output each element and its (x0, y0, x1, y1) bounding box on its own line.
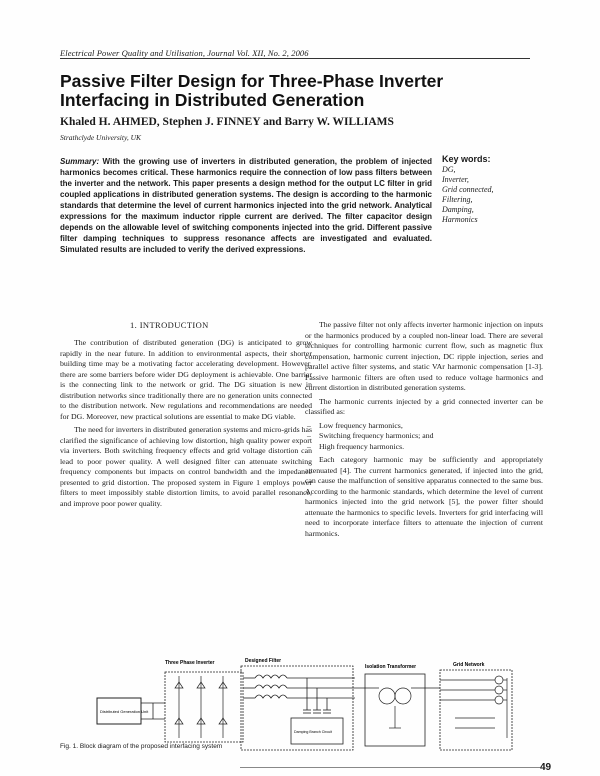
list-item: – Switching frequency harmonics; and (305, 431, 543, 442)
keyword-item: Filtering, (442, 195, 473, 204)
keyword-item: DG, (442, 165, 456, 174)
figure-label-source: Distributed Generation Unit (100, 709, 149, 714)
figure-label-isolation: Isolation Transformer (365, 664, 417, 670)
keywords-heading: Key words: (442, 154, 491, 164)
paper-title: Passive Filter Design for Three-Phase Inverter Interfacing in Distributed Generation (60, 71, 444, 110)
journal-header: Electrical Power Quality and Utilisation, Journal Vol. XII, No. 2, 2006 (60, 48, 309, 58)
keyword-item: Damping, (442, 205, 474, 214)
figure-label-grid: Grid Network (453, 662, 485, 668)
figure-label-filter: Designed Filter (245, 658, 282, 664)
paragraph: The passive filter not only affects inverter harmonic injection on inputs or the harmonics produced by a coupled non-linear load. There are several techniques for controlling harmonic current flow, such as magnetic flux compensation, harmonic current injection, DC ripple injection, series and parallel active filter systems, and static VAr harmonic compensation [1-3]. Passive harmonic filters are often used to reduce voltage harmonics and current distortion in distributed generation systems. (305, 320, 543, 392)
section-heading: 1. INTRODUCTION (130, 320, 209, 330)
paragraph: The harmonic currents injected by a grid connected inverter can be classified as: (305, 396, 543, 416)
keyword-item: Inverter, (442, 175, 469, 184)
harmonic-list (305, 421, 543, 453)
grid-sources (440, 676, 507, 738)
paragraph: The contribution of distributed generation (DG) is anticipated to grow rapidly in the near future. In addition to environmental aspects, their shorter building time may be a motivating factor accelerating development. However, there are some barriers before wider DG deployment is achievable. One barrier is the connecting link to the network or grid. The DG situation is new in distribution networks since traditionally there are no generation units connected to the distribution network. New regulations and recommendations are needed for DG. Moreover, new practical solutions are essential to make DG viable. (60, 338, 312, 421)
abstract (60, 156, 432, 255)
paragraph: The need for inverters in distributed generation systems and micro-grids has clarified the significance of achieving low distortion, high quality power export via inverters. Both switching frequency effects and grid voltage distortion can lead to poor power quality. A well designed filter can attenuate switching frequency components but impacts on control bandwidth and the impedance presented to grid distortion. The proposed system in Figure 1 employs power filters to meet impossibly stable distortion limits, to avoid parallel resonance, and improve poor power quality. (60, 425, 312, 508)
paper-authors: Khaled H. AHMED, Stephen J. FINNEY and Barry W. WILLIAMS (60, 116, 394, 128)
filter-inductors (241, 666, 355, 750)
abstract-text: With the growing use of inverters in distributed generation, the problem of injected harmonics becomes critical. These harmonics require the connection of low pass filters between the inverter and the network. This paper presents a design method for the output LC filter in grid coupled applications in distributed generation systems. The design is according to the harmonic standards that determine the level of current harmonics injected into the grid network. Analytical expressions for the maximum inductor ripple current are derived. The filter capacitor design depends on the allowable level of switching components injected into the grid. Different passive filter damping techniques to suppress resonance affects are investigated and evaluated. Simulated results are included to verify the derived expressions. (60, 157, 432, 254)
switch-legs (175, 676, 227, 738)
figure-caption: Fig. 1. Block diagram of the proposed interfacing system (60, 743, 223, 750)
keyword-item: Grid connected, (442, 185, 494, 194)
page-number: 49 (540, 762, 552, 773)
column-right (305, 320, 543, 542)
abstract-label: Summary: (60, 157, 100, 166)
grid-network-box (440, 670, 512, 750)
figure-label-damping: Damping Branch Circuit (294, 730, 332, 734)
paragraph: Each category harmonic may be sufficiently and appropriately attenuated [4]. The current harmonics generated, if injected into the grid, can cause the malfunction of sensitive apparatus connected to the same bus. According to the harmonic standards, which determine the level of current harmonics injected into the grid network [5], the power filter should attenuate the harmonics to specific levels. Inverters for grid interfacing will need to incorporate interface filters to attenuate the injection of current harmonics. (305, 455, 543, 538)
inverter-bridge (165, 672, 243, 742)
transformer-windings (355, 688, 440, 728)
paper-affiliation: Strathclyde University, UK (60, 133, 142, 142)
header-rule (60, 58, 530, 59)
column-left (60, 338, 312, 512)
list-item: – Low frequency harmonics, (305, 421, 543, 432)
keyword-item: Harmonics (442, 215, 478, 224)
filter-capacitors (303, 678, 331, 713)
keywords-box (442, 154, 542, 225)
footer-rule (240, 767, 540, 768)
list-item: – High frequency harmonics. (305, 442, 543, 453)
figure-label-inverter: Three Phase Inverter (165, 660, 215, 666)
